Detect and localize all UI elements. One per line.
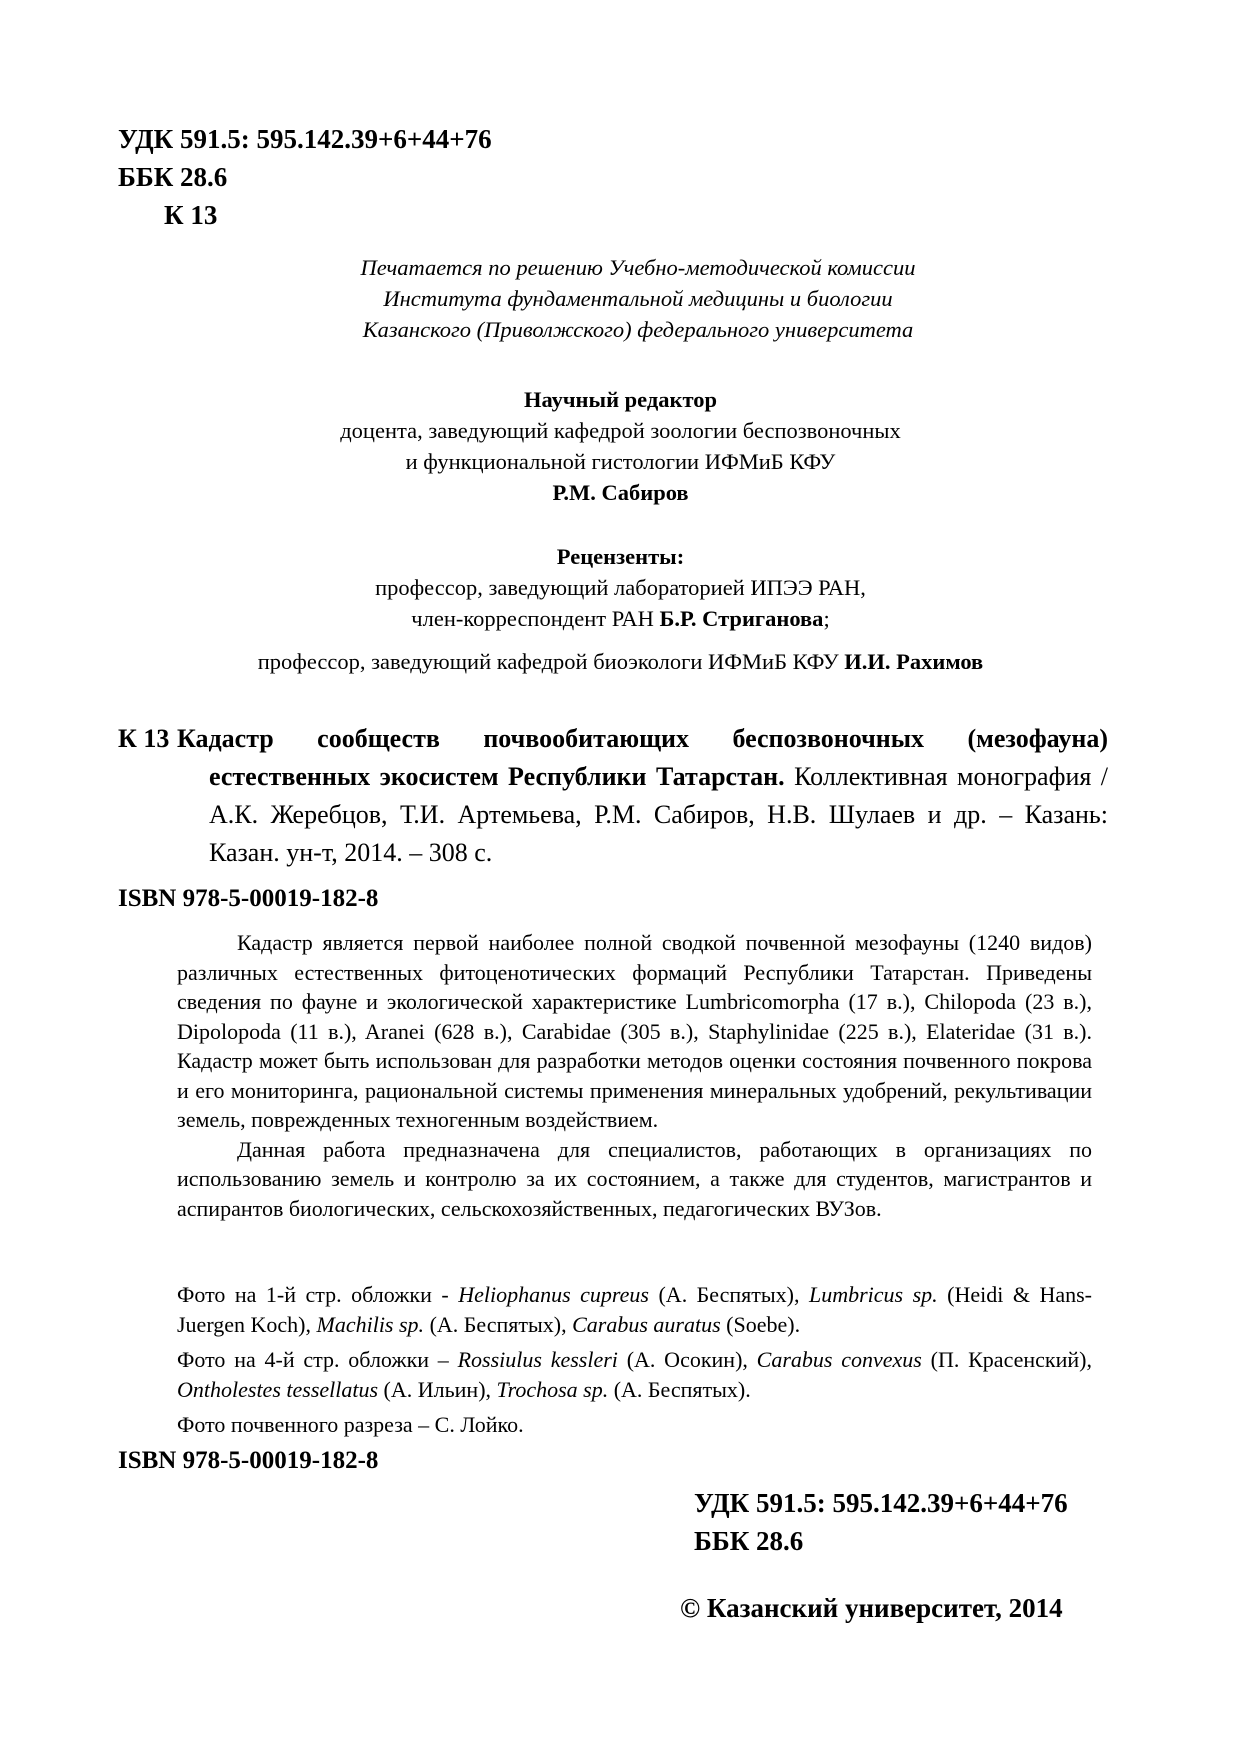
approval-line: Печатается по решению Учебно-методической комиссии xyxy=(360,255,916,280)
soil-section-credit: Фото почвенного разреза – С. Лойко. xyxy=(177,1412,524,1437)
credit-text: Фото на 1-й стр. обложки - xyxy=(177,1282,459,1307)
udk-code: УДК 591.5: 595.142.39+6+44+76 xyxy=(694,1488,1068,1518)
bbk-code: ББК 28.6 xyxy=(118,162,228,192)
species-name: Lumbricus sp. xyxy=(809,1282,938,1307)
scientific-editor xyxy=(0,384,1241,508)
publication-approval xyxy=(0,252,1241,345)
approval-line: Института фундаментальной медицины и биологии xyxy=(383,286,893,311)
classification-codes xyxy=(118,120,492,234)
approval-line: Казанского (Приволжского) федерального университета xyxy=(362,317,914,342)
species-name: Carabus auratus xyxy=(572,1311,721,1337)
editor-heading: Научный редактор xyxy=(524,387,717,412)
credit-author: (А. Ильин), xyxy=(378,1376,497,1402)
front-cover-credits xyxy=(177,1280,1092,1339)
reviewers xyxy=(0,541,1241,634)
credit-author: (А. Беспятых), xyxy=(648,1282,809,1307)
abstract-paragraph: Кадастр является первой наиболее полной сводкой почвенной мезофауны (1240 видов) различных естественных фитоценотических формаций Республики Татарстан. Приведены сведения по фауне и экологической характеристике Lumbricomorpha (17 в.), Chilopoda (23 в.), Dipolopoda (11 в.), Aranei (628 в.), Carabidae (305 в.), Staphylinidae (225 в.), Elateridae (31 в.). Кадастр может быть использован для разработки методов оценки состояния почвенного покрова и его мониторинга, рациональной системы применения минеральных удобрений, рекультивации земель, поврежденных техногенным воздействием. xyxy=(177,930,1092,1132)
abstract xyxy=(177,928,1092,1223)
species-name: Ontholestes tessellatus xyxy=(177,1376,379,1402)
udk-code: УДК 591.5: 595.142.39+6+44+76 xyxy=(118,124,492,154)
bibliographic-record xyxy=(118,720,1108,872)
species-name: Machilis sp. xyxy=(316,1311,425,1337)
bbk-code: ББК 28.6 xyxy=(694,1526,804,1556)
author-mark: К 13 xyxy=(164,200,218,230)
species-name: Carabus convexus xyxy=(756,1347,922,1372)
reviewer-title: профессор, заведующий кафедрой биоэкологи ИФМиБ КФУ xyxy=(257,649,845,674)
biblio-description xyxy=(177,720,1108,872)
credit-author: (Soebe). xyxy=(720,1311,801,1337)
editor-name: Р.М. Сабиров xyxy=(552,480,689,505)
credit-author: (А. Беспятых). xyxy=(608,1376,751,1402)
species-name: Heliophanus cupreus xyxy=(458,1282,649,1307)
credit-text: Фото на 4-й стр. обложки – xyxy=(177,1347,458,1372)
credit-author: (П. Красенский), xyxy=(921,1347,1092,1372)
book-details: Коллективная монография / А.К. Жеребцов, Т.И. Артемьева, Р.М. Сабиров, Н.В. Шулаев и др. – Казань: Казан. ун-т, 2014. – 308 с. xyxy=(209,762,1108,867)
reviewer-name: И.И. Рахимов xyxy=(844,649,984,674)
isbn-footer: ISBN 978-5-00019-182-8 xyxy=(118,1447,379,1474)
isbn: ISBN 978-5-00019-182-8 xyxy=(118,885,379,912)
reviewer-position: профессор, заведующий лабораторией ИПЭЭ РАН, xyxy=(375,575,866,600)
copyright: © Казанский университет, 2014 xyxy=(680,1593,1063,1623)
back-cover-credits xyxy=(177,1345,1092,1404)
abstract-paragraph: Данная работа предназначена для специалистов, работающих в организациях по использованию земель и контролю за их состоянием, а также для студентов, магистрантов и аспирантов биологических, сельскохозяйственных, педагогических ВУЗов. xyxy=(177,1136,1092,1221)
reviewer-suffix: ; xyxy=(823,606,830,631)
reviewer-second xyxy=(0,649,1241,675)
editor-position: и функциональной гистологии ИФМиБ КФУ xyxy=(405,449,836,474)
credit-author: (Heidi & Hans-Juergen Koch), xyxy=(177,1282,1093,1337)
species-name: Rossiulus kessleri xyxy=(457,1347,618,1372)
editor-position: доцента, заведующий кафедрой зоологии беспозвоночных xyxy=(340,418,901,443)
footer-codes xyxy=(694,1484,1068,1560)
reviewer-name: Б.Р. Стриганова xyxy=(659,606,824,631)
photo-credits xyxy=(177,1280,1092,1446)
species-name: Trochosa sp. xyxy=(496,1376,609,1402)
biblio-code: К 13 xyxy=(118,724,170,753)
reviewer-line xyxy=(0,603,1241,634)
credit-author: (А. Беспятых), xyxy=(424,1311,573,1337)
book-title: Кадастр сообществ почвообитающих беспозвоночных (мезофауна) естественных экосистем Республики Татарстан. xyxy=(177,724,1108,791)
reviewers-heading: Рецензенты: xyxy=(556,544,685,569)
credit-author: (А. Осокин), xyxy=(617,1347,757,1372)
reviewer-title: член-корреспондент РАН xyxy=(411,606,660,631)
